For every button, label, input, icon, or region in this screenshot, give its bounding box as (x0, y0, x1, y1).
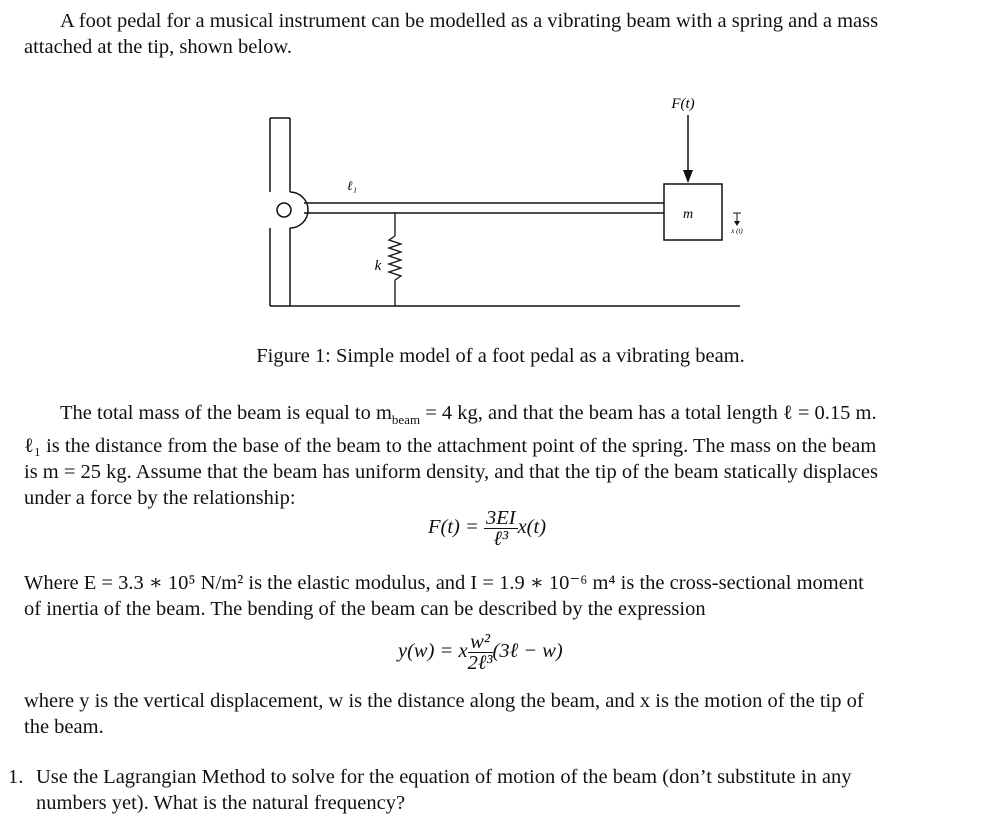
paragraph-beam-properties (24, 400, 986, 511)
question-1-number: 1. (8, 766, 24, 788)
intro-paragraph (24, 8, 986, 60)
eq1-lhs: F(t) = (428, 516, 479, 539)
para1-line-1-a: The total mass of the beam is equal to m (60, 402, 392, 424)
para1-line-4: under a force by the relationship: (24, 487, 296, 510)
force-arrowhead (683, 170, 693, 183)
question-1-line-2: numbers yet). What is the natural frequency? (36, 792, 406, 814)
question-1-line-1: Use the Lagrangian Method to solve for the equation of motion of the beam (don’t substitute in any (36, 766, 852, 788)
eq2-rhs: (3ℓ − w) (492, 640, 563, 663)
question-1 (8, 764, 986, 816)
eq2-fraction (468, 632, 493, 673)
para3-line-2: the beam. (24, 716, 104, 738)
para1-line-1 (24, 400, 986, 433)
equation-bending (398, 632, 563, 673)
paragraph-definitions (24, 688, 986, 740)
para2-line-2: of inertia of the beam. The bending of the beam can be described by the expression (24, 598, 706, 620)
para2-line-1: Where E = 3.3 ∗ 10⁵ N/m² is the elastic modulus, and I = 1.9 ∗ 10⁻⁶ m⁴ is the cross-sectional moment (24, 572, 864, 594)
equation-force (428, 508, 546, 549)
para1-line-2: ℓ₁ is the distance from the base of the beam to the attachment point of the spring. The mass on the beam (24, 435, 877, 458)
intro-line-1: A foot pedal for a musical instrument can be modelled as a vibrating beam with a spring and a mass (60, 10, 879, 32)
beam-figure (0, 80, 1001, 320)
eq2-numerator: w² (468, 632, 493, 653)
mass-label: m (682, 207, 694, 222)
question-1-body (36, 764, 986, 816)
eq1-fraction (484, 508, 518, 549)
para3-line-1: where y is the vertical displacement, w is the distance along the beam, and x is the motion of the tip of (24, 690, 864, 712)
para1-line-1-b: = 4 kg, and that the beam has a total length ℓ = 0.15 m. (420, 402, 877, 424)
eq2-lhs: y(w) = x (398, 640, 468, 663)
para1-line-1-sub: beam (391, 412, 421, 428)
figure-caption: Figure 1: Simple model of a foot pedal as a vibrating beam. (256, 345, 745, 367)
eq1-rhs: x(t) (517, 516, 547, 539)
hinge-pin (277, 203, 291, 217)
eq1-numerator: 3EI (485, 507, 516, 529)
force-label: F(t) (671, 96, 695, 112)
eq1-denominator: ℓ³ (493, 528, 509, 550)
para1-line-3: is m = 25 kg. Assume that the beam has uniform density, and that the tip of the beam statically displaces (24, 461, 878, 484)
paragraph-material (24, 570, 986, 622)
disp-label: x (t) (731, 227, 743, 235)
intro-line-2: attached at the tip, shown below. (24, 36, 292, 58)
length-label: ℓ₁ (347, 178, 357, 193)
spring-label: k (374, 258, 382, 274)
hinge-bracket (290, 192, 308, 228)
spring-coil (389, 236, 401, 280)
eq2-denominator: 2ℓ³ (467, 652, 493, 674)
disp-arrowhead (734, 221, 740, 226)
